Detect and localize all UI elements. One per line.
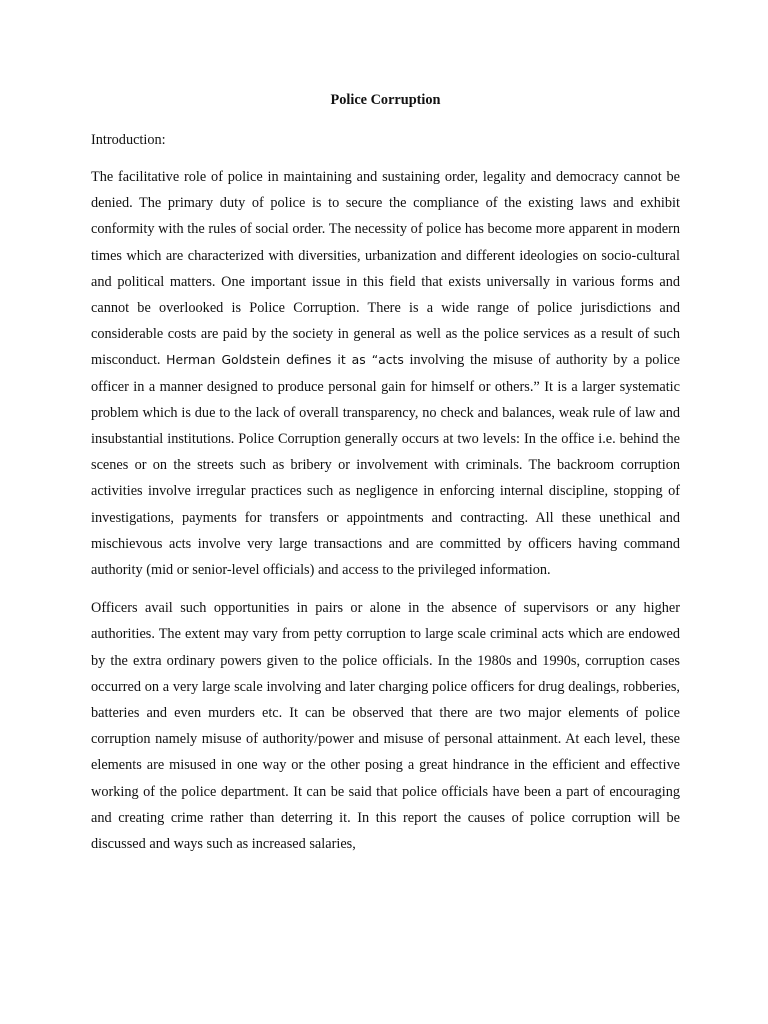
document-title: Police Corruption xyxy=(330,92,441,108)
paragraph-1 xyxy=(91,164,680,583)
paragraph-1-quote-start: Herman Goldstein defines it as “acts xyxy=(166,352,404,368)
paragraph-1-text-start: The facilitative role of police in maintaining and sustaining order, legality and democracy cannot be denied. The primary duty of police is to secure the compliance of the existing laws and exhibit conformity with the rules of social order. The necessity of police has become more apparent in modern times which are characterized with diversities, urbanization and different ideologies on socio-cultural and political matters. One important issue in this field that exists universally in various forms and cannot be overlooked is Police Corruption. There is a wide range of police jurisdictions and considerable costs are paid by the society in general as well as the police services as a result of such misconduct. xyxy=(91,169,680,369)
paragraph-1-text-end: involving the misuse of authority by a police officer in a manner designed to produce personal gain for himself or others.” It is a larger systematic problem which is due to the lack of overall transparency, no check and balances, weak rule of law and insubstantial institutions. Police Corruption generally occurs at two levels: In the office i.e. behind the scenes or on the streets such as bribery or involvement with criminals. The backroom corruption activities involve irregular practices such as negligence in enforcing internal discipline, stopping of investigations, payments for transfers or appointments and contracting. All these unethical and mischievous acts involve very large transactions and are committed by officers having command authority (mid or senior-level officials) and access to the privileged information. xyxy=(91,352,681,579)
paragraph-2: Officers avail such opportunities in pairs or alone in the absence of supervisors or any higher authorities. The extent may vary from petty corruption to large scale criminal acts which are endowed by the extra ordinary powers given to the police officials. In the 1980s and 1990s, corruption cases occurred on a very large scale involving and later charging police officers for drug dealings, robberies, batteries and even murders etc. It can be observed that there are two major elements of police corruption namely misuse of authority/power and misuse of personal attainment. At each level, these elements are misused in one way or the other posing a great hindrance in the efficient and effective working of the police department. It can be said that police officials have been a part of encouraging and creating crime rather than deterring it. In this report the causes of police corruption will be discussed and ways such as increased salaries, xyxy=(91,600,680,853)
section-heading: Introduction: xyxy=(91,132,166,148)
